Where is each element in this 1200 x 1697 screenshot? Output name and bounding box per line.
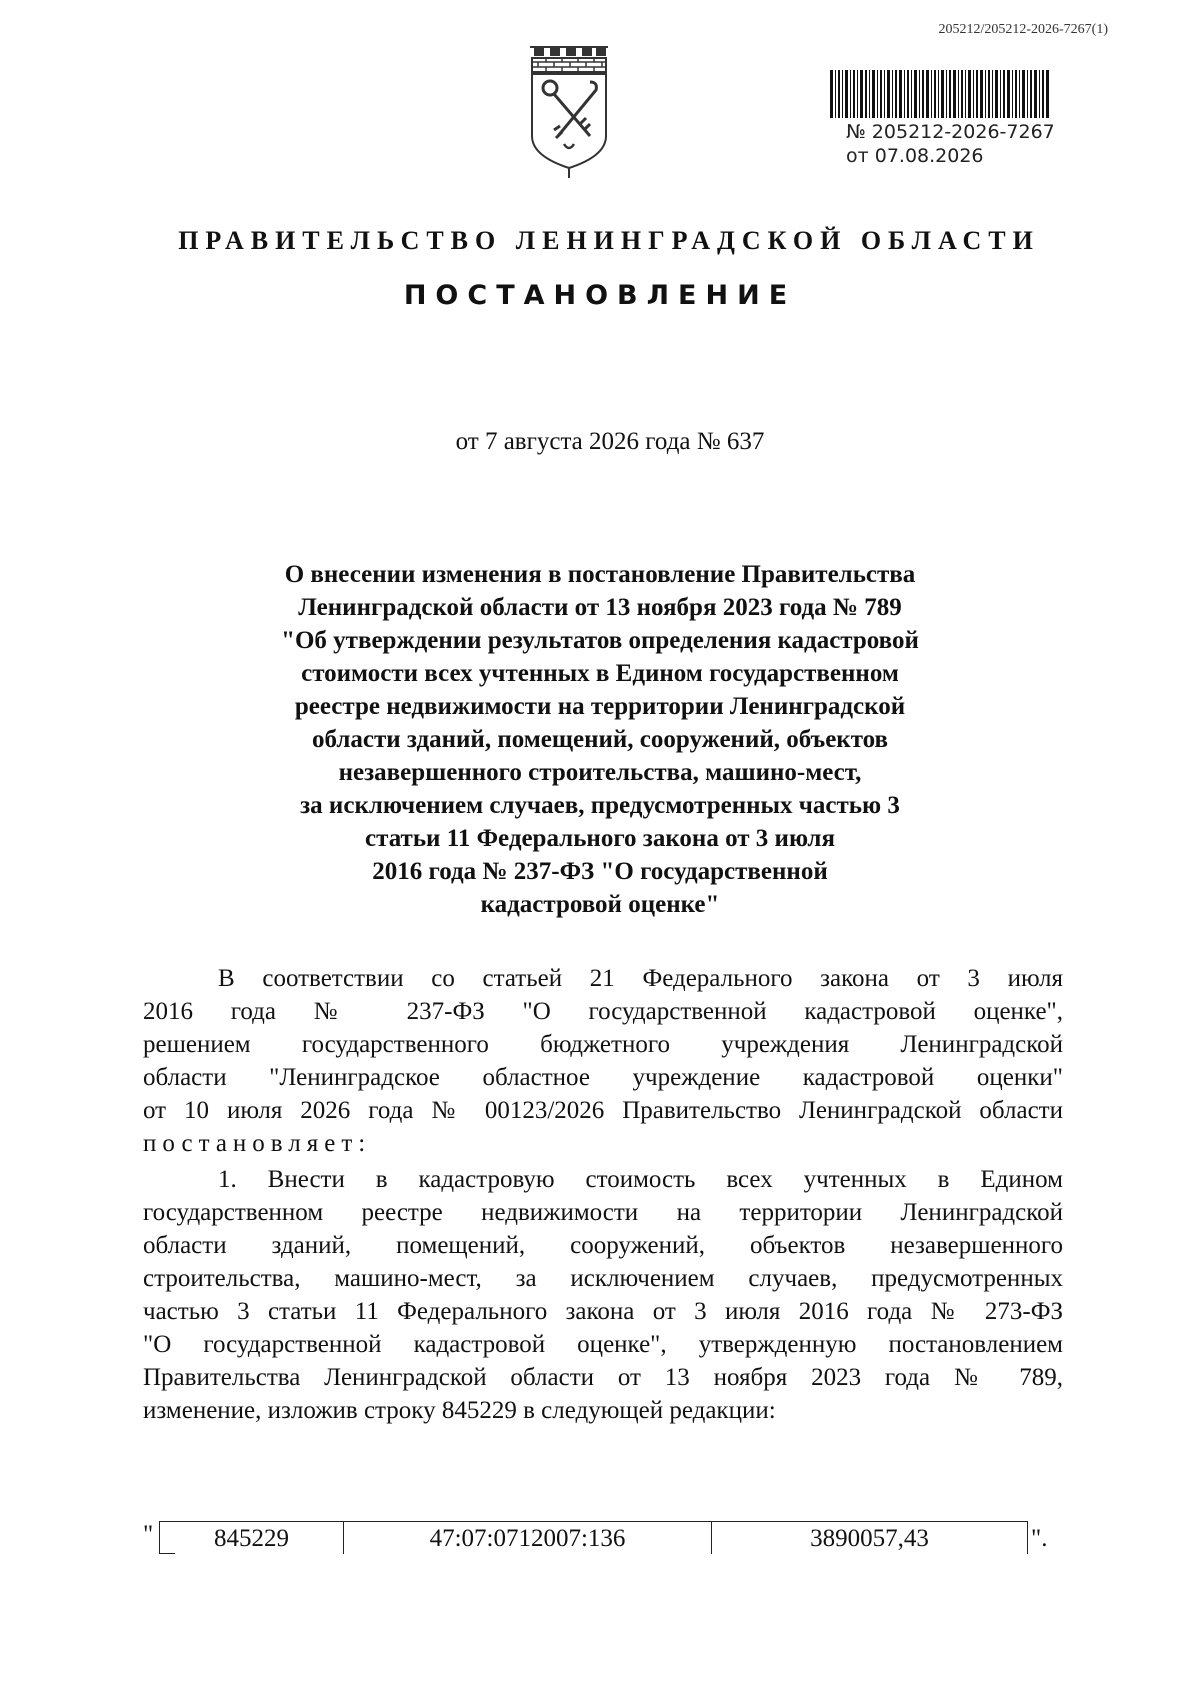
cadastral-value-cell: 3890057,43	[712, 1522, 1028, 1554]
row-number-cell: 845229	[160, 1522, 344, 1554]
subject-line: стоимости всех учтенных в Едином государственном	[301, 660, 899, 687]
preamble-paragraph	[143, 962, 1063, 1160]
subject-line: О внесении изменения в постановление Правительства	[284, 561, 916, 588]
body-line: государственном реестре недвижимости на территории Ленинградской	[143, 1199, 1063, 1226]
body-line: Правительства Ленинградской области от 13 ноября 2023 года № 789,	[143, 1364, 1063, 1391]
subject-line: незавершенного строительства, машино-мест,	[338, 759, 862, 786]
body-line: постановляет:	[143, 1130, 372, 1157]
row-underline	[159, 1553, 175, 1554]
document-type: ПОСТАНОВЛЕНИЕ	[403, 280, 797, 311]
body-line: строительства, машино-мест, за исключением случаев, предусмотренных	[143, 1265, 1063, 1292]
registration-date: от 07.08.2026	[846, 145, 984, 167]
cadastral-number-cell: 47:07:0712007:136	[344, 1522, 712, 1554]
registration-stamp	[846, 120, 1055, 168]
document-subject	[200, 558, 1000, 921]
subject-line: кадастровой оценке"	[480, 891, 720, 918]
clause-1-paragraph	[143, 1163, 1063, 1427]
body-line: изменение, изложив строку 845229 в следующей редакции:	[143, 1397, 776, 1424]
amended-row	[143, 1521, 1083, 1561]
body-line: области зданий, помещений, сооружений, объектов незавершенного	[143, 1232, 1063, 1259]
body-line: области "Ленинградское областное учреждение кадастровой оценки"	[143, 1064, 1063, 1091]
body-line: частью 3 статьи 11 Федерального закона от 3 июля 2016 года № 273-ФЗ	[143, 1298, 1063, 1325]
subject-line: области зданий, помещений, сооружений, объектов	[311, 726, 889, 753]
body-line: "О государственной кадастровой оценке", утвержденную постановлением	[143, 1331, 1063, 1358]
doc-id: 205212/205212-2026-7267(1)	[938, 22, 1108, 37]
subject-line: Ленинградской области от 13 ноября 2023 года № 789	[298, 594, 902, 621]
body-line: решением государственного бюджетного учреждения Ленинградской	[143, 1031, 1063, 1058]
subject-line: реестре недвижимости на территории Ленинградской	[294, 693, 906, 720]
body-line: 2016 года № 237-ФЗ "О государственной кадастровой оценке",	[143, 998, 1063, 1025]
body-line: от 10 июля 2026 года № 00123/2026 Правительство Ленинградской области	[143, 1097, 1063, 1124]
quote-open: "	[143, 1521, 154, 1548]
subject-line: за исключением случаев, предусмотренных частью 3	[300, 792, 900, 819]
registration-number: № 205212-2026-7267	[846, 121, 1055, 143]
table-row	[159, 1521, 1028, 1554]
subject-line: 2016 года № 237-ФЗ "О государственной	[372, 858, 828, 885]
government-title: ПРАВИТЕЛЬСТВО ЛЕНИНГРАДСКОЙ ОБЛАСТИ	[178, 226, 1040, 255]
subject-line: статьи 11 Федерального закона от 3 июля	[365, 825, 835, 852]
subject-line: "Об утверждении результатов определения кадастровой	[281, 627, 919, 654]
quote-close: ".	[1031, 1525, 1048, 1552]
coat-of-arms-icon	[528, 44, 610, 180]
barcode-icon	[830, 70, 1050, 118]
body-line: В соответствии со статьей 21 Федерального закона от 3 июля	[218, 965, 1063, 992]
document-date-number: от 7 августа 2026 года № 637	[455, 428, 765, 455]
body-line: 1. Внести в кадастровую стоимость всех учтенных в Едином	[218, 1166, 1063, 1193]
